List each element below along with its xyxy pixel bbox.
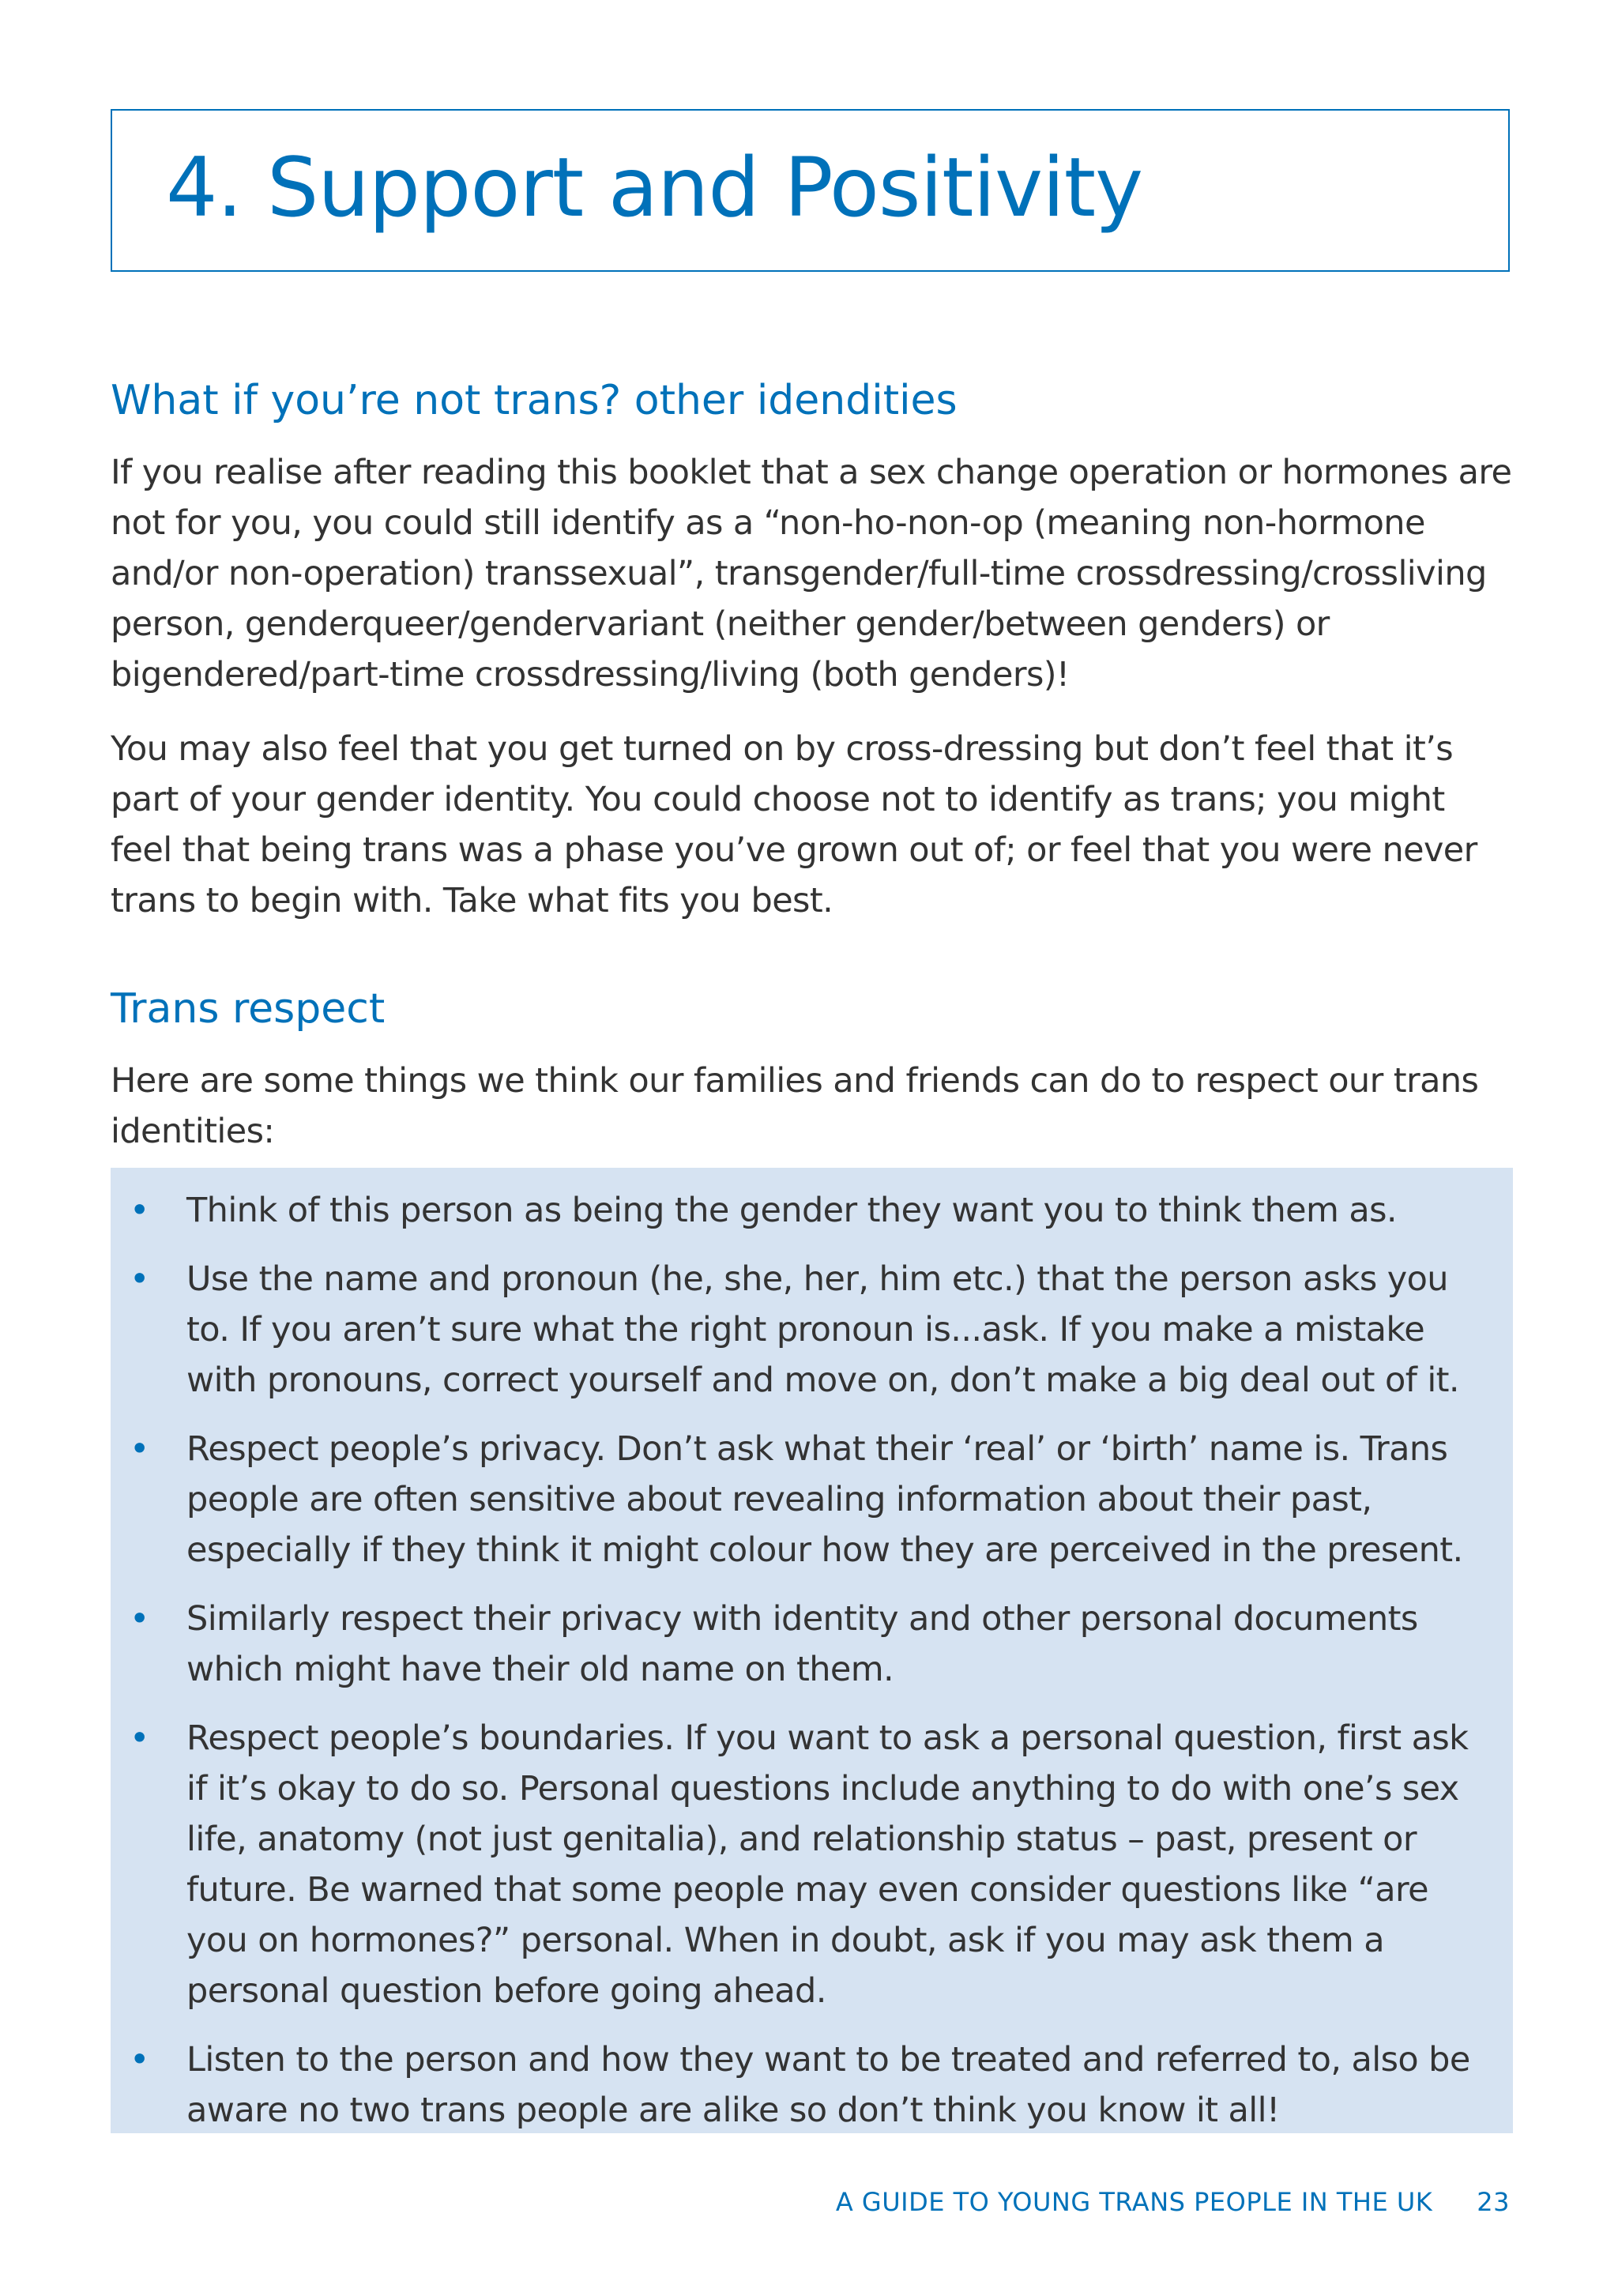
chapter-title: 4. Support and Positivity xyxy=(166,141,1143,235)
bullet-icon: • xyxy=(130,1191,149,1230)
list-item xyxy=(111,1185,1513,1236)
bullet-icon: • xyxy=(130,1599,149,1639)
list-item-text: Use the name and pronoun (he, she, her, him etc.) that the person asks you to. If you aren’t sure what the right pronoun is...ask. If you make a mistake with pronouns, correct yourself and move on, don’t make a big deal out of it. xyxy=(186,1259,1460,1400)
paragraph-trans-respect-intro: Here are some things we think our families and friends can do to respect our trans identities: xyxy=(111,1061,1479,1151)
chapter-title-box xyxy=(111,109,1510,272)
list-item xyxy=(111,1713,1513,2016)
trans-respect-list xyxy=(111,1185,1513,2154)
paragraph-other-identities-2: You may also feel that you get turned on by cross-dressing but don’t feel that it’s part of your gender identity. You could choose not to identify as trans; you might feel that being trans was a phase you’ve grown out of; or feel that you were never trans to begin with. Take what fits you best. xyxy=(111,729,1477,920)
list-item xyxy=(111,1424,1513,1575)
bullet-icon: • xyxy=(130,1429,149,1469)
list-item-text: Respect people’s privacy. Don’t ask what their ‘real’ or ‘birth’ name is. Trans people are often sensitive about revealing information about their past, especially if they think it might colour how they are perceived in the present. xyxy=(186,1429,1463,1570)
list-item-text: Respect people’s boundaries. If you want to ask a personal question, first ask if it’s okay to do so. Personal questions include anything to do with one’s sex life, anatomy (not just genitalia), and relationship status – past, present or future. Be warned that some people may even consider questions like “are you on hormones?” personal. When in doubt, ask if you may ask them a personal question before going ahead. xyxy=(186,1718,1469,2011)
bullet-icon: • xyxy=(130,2040,149,2080)
page-footer xyxy=(111,2185,1510,2219)
page-number: 23 xyxy=(1477,2187,1510,2217)
bullet-icon: • xyxy=(130,1718,149,1758)
section-heading-other-identities: What if you’re not trans? other idendities xyxy=(111,377,958,424)
list-item xyxy=(111,1594,1513,1695)
footer-title: A GUIDE TO YOUNG TRANS PEOPLE IN THE UK xyxy=(835,2187,1433,2217)
list-item-text: Think of this person as being the gender they want you to think them as. xyxy=(186,1191,1397,1230)
trans-respect-box xyxy=(111,1168,1513,2133)
list-item-text: Similarly respect their privacy with identity and other personal documents which might have their old name on them. xyxy=(186,1599,1418,1689)
list-item xyxy=(111,2034,1513,2136)
paragraph-other-identities-1: If you realise after reading this booklet that a sex change operation or hormones are not for you, you could still identify as a “non-ho-non-op (meaning non-hormone and/or non-operation) transsexual”, transgender/full-time crossdressing/crossliving person, genderqueer/gendervariant (neither gender/between genders) or bigendered/part-time crossdressing/living (both genders)! xyxy=(111,453,1512,694)
section-heading-trans-respect: Trans respect xyxy=(111,985,386,1033)
bullet-icon: • xyxy=(130,1259,149,1299)
list-item-text: Listen to the person and how they want to be treated and referred to, also be aware no two trans people are alike so don’t think you know it all! xyxy=(186,2040,1470,2130)
list-item xyxy=(111,1254,1513,1406)
